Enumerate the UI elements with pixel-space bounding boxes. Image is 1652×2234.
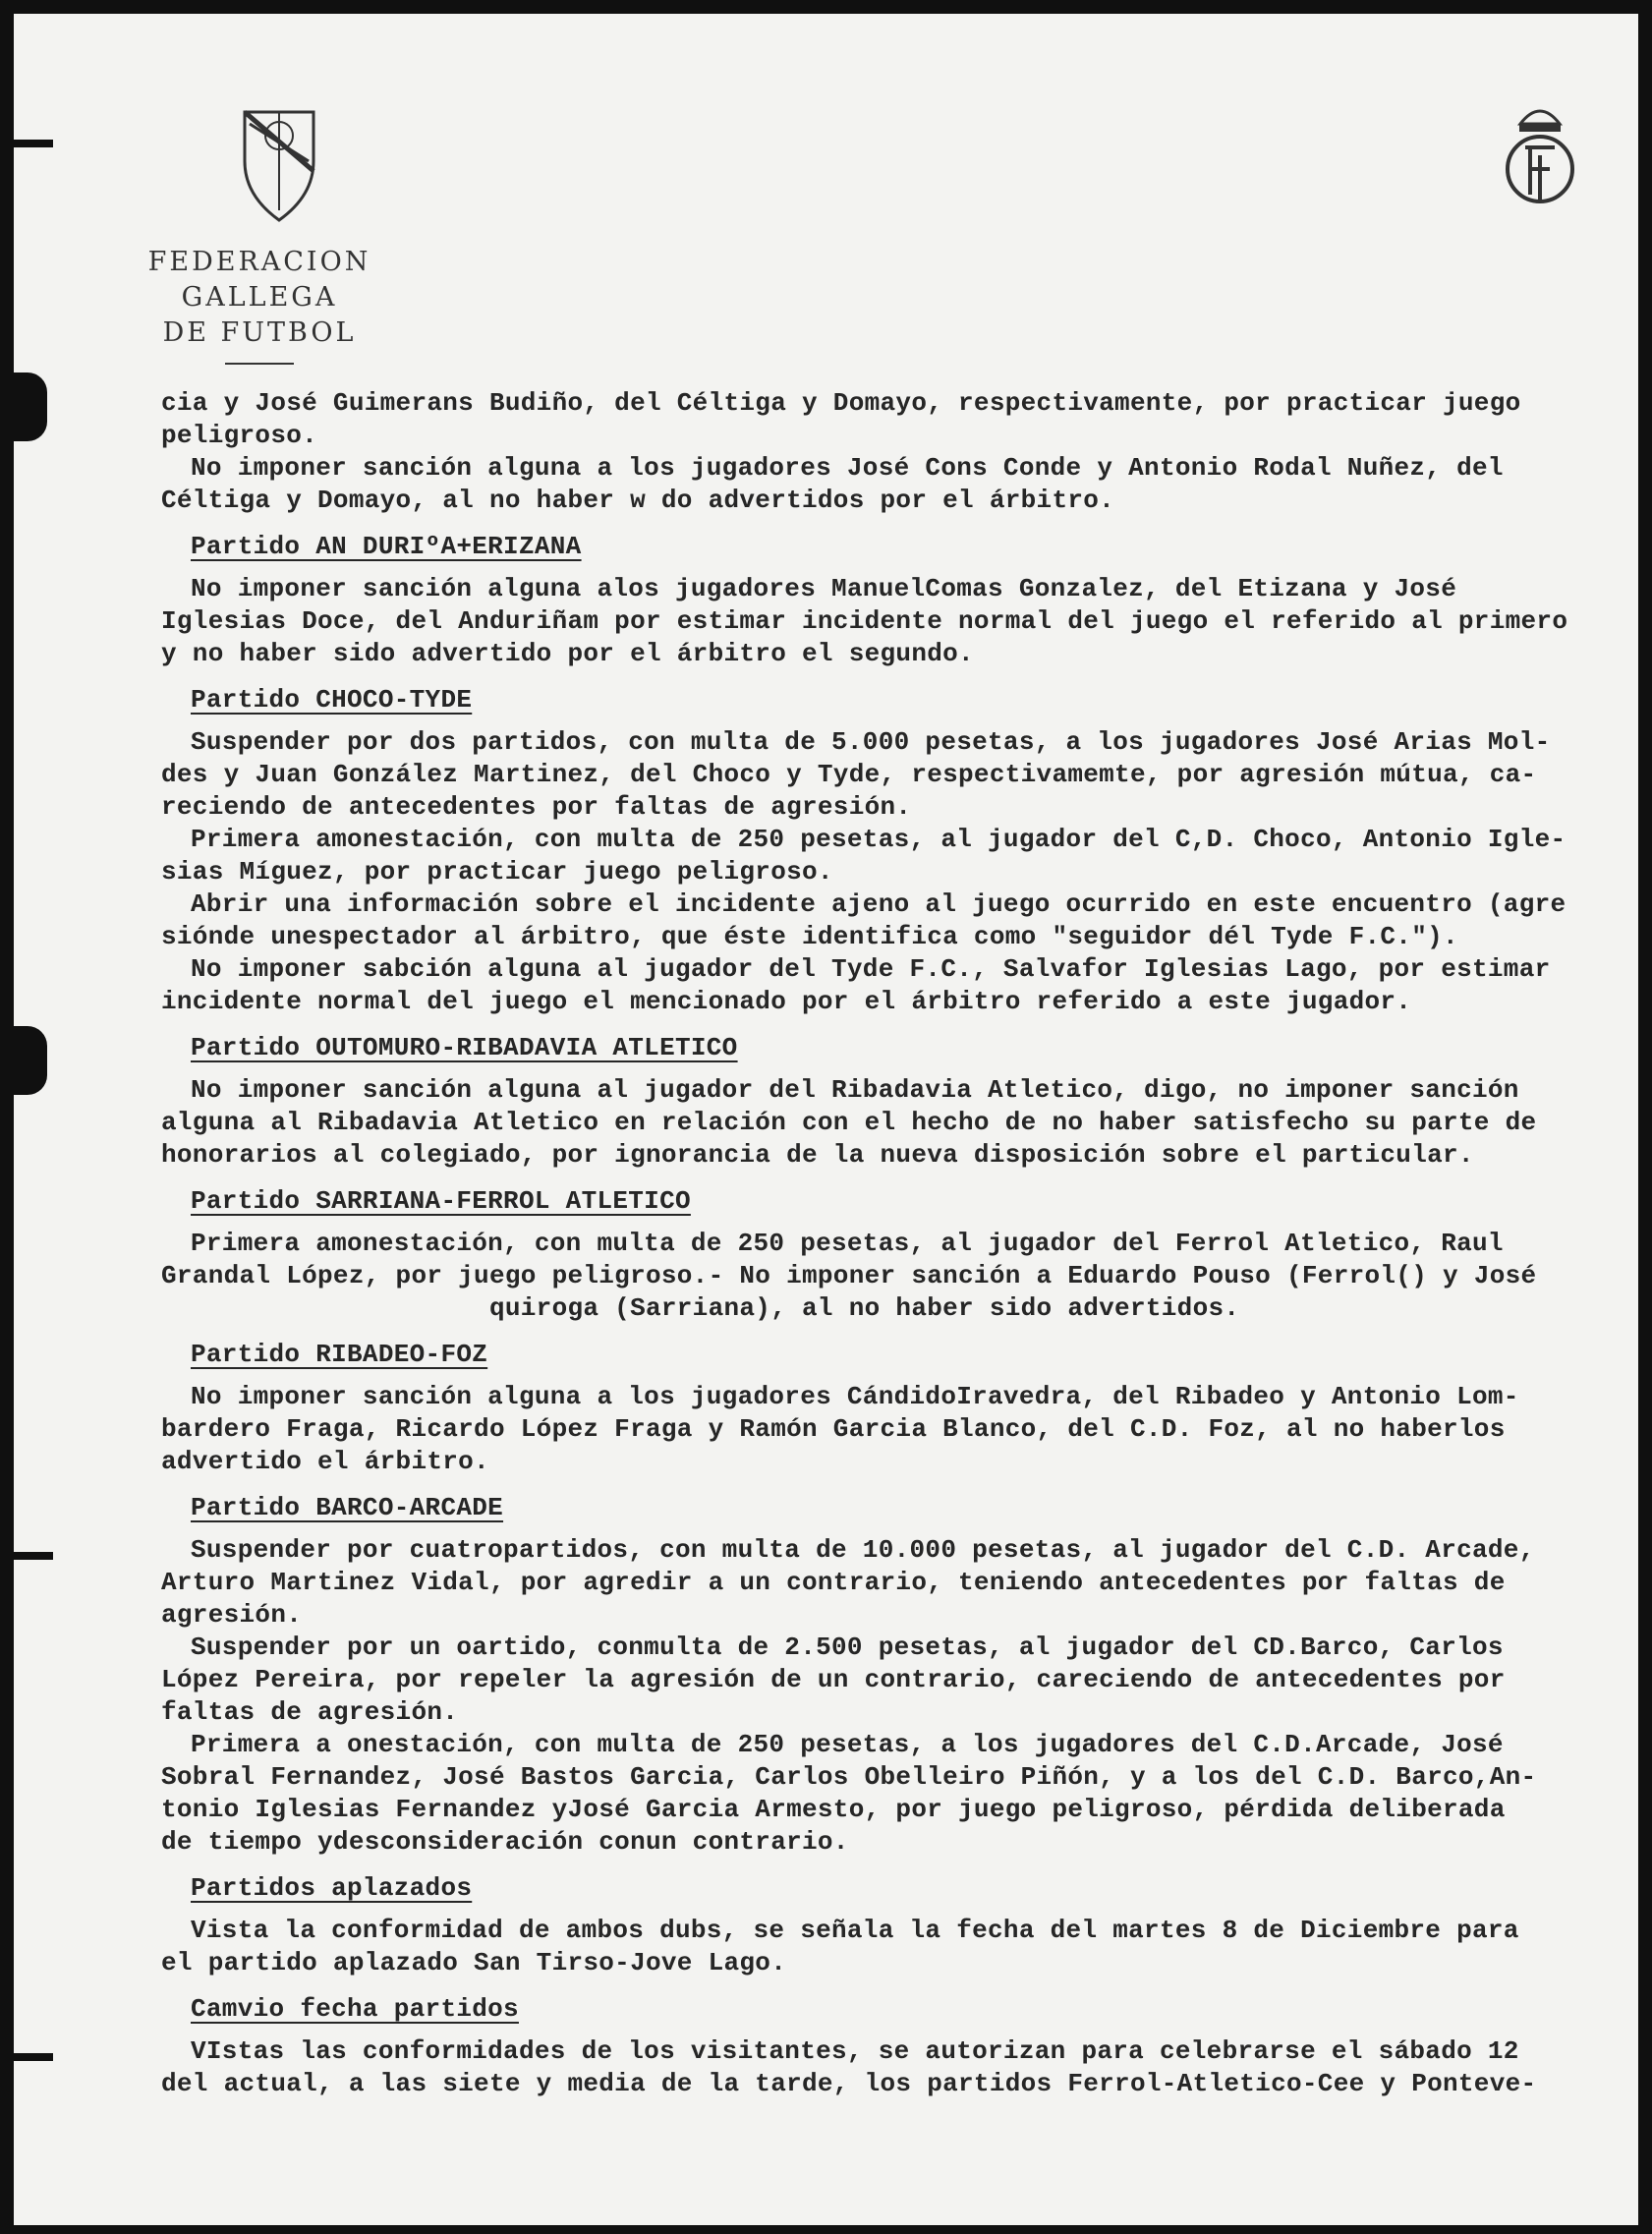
text-line: bardero Fraga, Ricardo López Fraga y Ramón Garcia Blanco, del C.D. Foz, al no haberlos [161,1414,1506,1444]
text-line: Céltiga y Domayo, al no haber w do advertidos por el árbitro. [161,486,1115,515]
text-line: No imponer sabción alguna al jugador del Tyde F.C., Salvafor Iglesias Lago, por estimar [191,954,1551,984]
text-line: Primera amonestación, con multa de 250 pesetas, al jugador del C,D. Choco, Antonio Igle- [191,825,1567,854]
federation-name-line2: DE FUTBOL [162,317,357,348]
text-line: honorarios al colegiado, por ignorancia de la nueva disposición sobre el particular. [161,1140,1474,1170]
text-line: reciendo de antecedentes por faltas de agresión. [161,792,912,822]
document-body [161,387,1635,2100]
header-rule [225,363,294,365]
text-line: Grandal López, por juego peligroso.- No imponer sanción a Eduardo Pouso (Ferrol() y José [161,1261,1537,1290]
section-heading: Partido CHOCO-TYDE [191,685,473,715]
text-line: Arturo Martinez Vidal, por agredir a un contrario, teniendo antecedentes por faltas de [161,1568,1506,1597]
section-heading: Partido OUTOMURO-RIBADAVIA ATLETICO [191,1033,738,1062]
federation-shield-icon [240,102,318,225]
text-line: López Pereira, por repeler la agresión de un contrario, careciendo de antecedentes por [161,1665,1506,1694]
text-line: No imponer sanción alguna alos jugadores ManuelComas Gonzalez, del Etizana y José [191,574,1457,603]
text-line: agresión. [161,1600,303,1630]
text-line: sias Míguez, por practicar juego peligroso. [161,857,833,887]
binder-mark [14,1552,53,1560]
text-line: cia y José Guimerans Budiño, del Céltiga y Domayo, respectivamente, por practicar juego [161,388,1521,418]
text-line: Primera a onestación, con multa de 250 pesetas, a los jugadores del C.D.Arcade, José [191,1730,1504,1759]
text-line: Sobral Fernandez, José Bastos Garcia, Carlos Obelleiro Piñón, y a los del C.D. Barco,An- [161,1762,1537,1792]
text-line: Iglesias Doce, del Anduriñam por estimar incidente normal del juego el referido al primero [161,606,1568,636]
text-line: quiroga (Sarriana), al no haber sido advertidos. [161,1293,1240,1323]
binder-mark [14,2053,53,2061]
text-line: Primera amonestación, con multa de 250 pesetas, al jugador del Ferrol Atletico, Raul [191,1229,1504,1258]
text-line: alguna al Ribadavia Atletico en relación con el hecho de no haber satisfecho su parte de [161,1108,1537,1137]
section-heading: Partido SARRIANA-FERROL ATLETICO [191,1186,691,1216]
section-heading: Partido RIBADEO-FOZ [191,1340,488,1369]
text-line: Suspender por un oartido, conmulta de 2.500 pesetas, al jugador del CD.Barco, Carlos [191,1633,1504,1662]
text-line: Suspender por cuatropartidos, con multa de 10.000 pesetas, al jugador del C.D. Arcade, [191,1535,1535,1565]
text-line: del actual, a las siete y media de la tarde, los partidos Ferrol-Atletico-Cee y Ponteve- [161,2069,1537,2098]
federation-name-line1: FEDERACION GALLEGA [147,247,371,313]
text-line: Suspender por dos partidos, con multa de 5.000 pesetas, a los jugadores José Arias Mol- [191,727,1551,757]
text-line: No imponer sanción alguna a los jugadores José Cons Conde y Antonio Rodal Nuñez, del [191,453,1504,483]
text-line: faltas de agresión. [161,1697,459,1727]
royal-crest-icon [1496,96,1584,209]
text-line: Abrir una información sobre el incidente ajeno al juego ocurrido en este encuentro (agre [191,889,1567,919]
text-line: y no haber sido advertido por el árbitro el segundo. [161,639,974,668]
binder-mark [14,140,53,147]
text-line: siónde unespectador al árbitro, que éste identifica como "seguidor dél Tyde F.C."). [161,922,1458,951]
text-line: Vista la conformidad de ambos dubs, se señala la fecha del martes 8 de Diciembre para [191,1916,1519,1945]
section-heading: Partido AN DURIºA+ERIZANA [191,532,582,561]
section-heading: Partidos aplazados [191,1873,473,1903]
text-line: advertido el árbitro. [161,1447,489,1476]
text-line: de tiempo ydesconsideración conun contrario. [161,1827,849,1857]
text-line: incidente normal del juego el mencionado por el árbitro referido a este jugador. [161,987,1412,1016]
federation-header [83,102,436,365]
text-line: No imponer sanción alguna a los jugadores CándidoIravedra, del Ribadeo y Antonio Lom- [191,1382,1519,1411]
text-line: No imponer sanción alguna al jugador del Ribadavia Atletico, digo, no imponer sanción [191,1075,1519,1105]
text-line: des y Juan González Martinez, del Choco y Tyde, respectivamemte, por agresión mútua, ca- [161,760,1537,789]
binder-hole [14,372,47,441]
federation-name [83,245,436,351]
text-line: peligroso. [161,421,318,450]
text-line: el partido aplazado San Tirso-Jove Lago. [161,1948,787,1977]
text-line: VIstas las conformidades de los visitantes, se autorizan para celebrarse el sábado 12 [191,2036,1519,2066]
section-heading: Partido BARCO-ARCADE [191,1493,504,1522]
binder-hole [14,1026,47,1095]
section-heading: Camvio fecha partidos [191,1994,519,2024]
document-page [14,14,1638,2225]
text-line: tonio Iglesias Fernandez yJosé Garcia Armesto, por juego peligroso, pérdida deliberada [161,1795,1506,1824]
